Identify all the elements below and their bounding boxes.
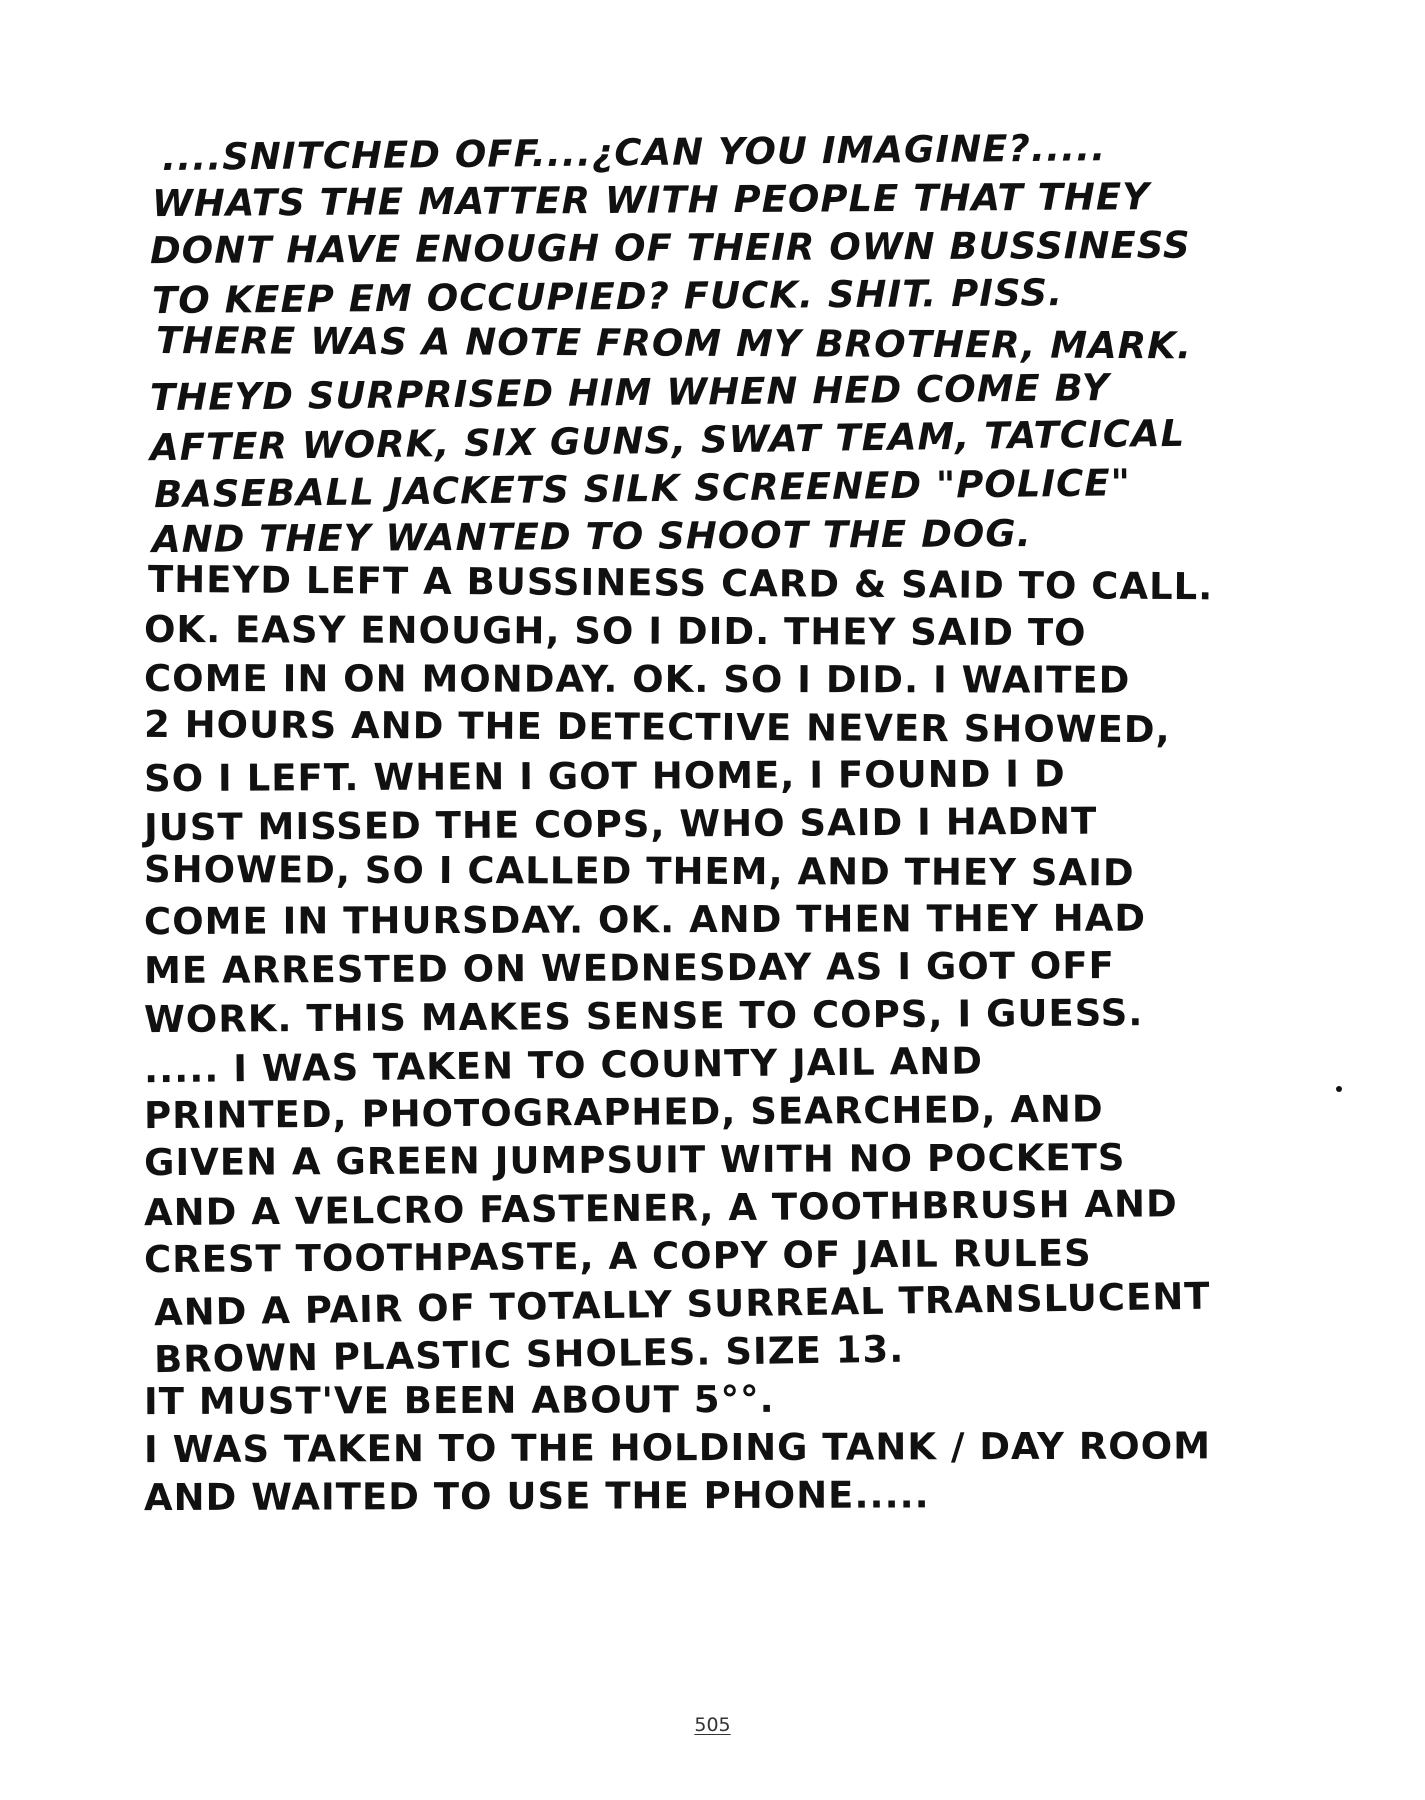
note-line: THERE WAS A NOTE FROM MY BROTHER, MARK. xyxy=(155,318,1193,368)
note-line: BASEBALL JACKETS SILK SCREENED "POLICE" xyxy=(153,461,1132,517)
note-line: THEYD LEFT A BUSSINESS CARD & SAID TO CALL. xyxy=(147,557,1214,609)
note-line: CREST TOOTHPASTE, A COPY OF JAIL RULES xyxy=(143,1231,1092,1282)
note-line: COME IN ON MONDAY. OK. SO I DID. I WAITED xyxy=(143,656,1131,702)
note-line: AND WAITED TO USE THE PHONE..... xyxy=(143,1473,930,1520)
note-line: AND THEY WANTED TO SHOOT THE DOG. xyxy=(151,511,1032,562)
note-line: SO I LEFT. WHEN I GOT HOME, I FOUND I D xyxy=(143,752,1066,801)
note-line: BROWN PLASTIC SHOLES. SIZE 13. xyxy=(153,1327,905,1382)
note-line: AND A PAIR OF TOTALLY SURREAL TRANSLUCENT xyxy=(153,1274,1211,1335)
page-number xyxy=(0,1714,1425,1736)
note-line: THEYD SURPRISED HIM WHEN HED COME BY xyxy=(149,366,1110,420)
page-number-label: 505 xyxy=(694,1714,731,1736)
note-line: 2 HOURS AND THE DETECTIVE NEVER SHOWED, xyxy=(143,702,1171,752)
note-line: PRINTED, PHOTOGRAPHED, SEARCHED, AND xyxy=(143,1087,1104,1138)
note-line: AFTER WORK, SIX GUNS, SWAT TEAM, TATCICAL xyxy=(149,411,1186,470)
ink-dot xyxy=(1336,1086,1342,1092)
note-line: JUST MISSED THE COPS, WHO SAID I HADNT xyxy=(143,799,1098,850)
note-line: OK. EASY ENOUGH, SO I DID. THEY SAID TO xyxy=(143,607,1087,655)
note-line: WORK. THIS MAKES SENSE TO COPS, I GUESS. xyxy=(143,991,1144,1042)
note-line: ....SNITCHED OFF....¿CAN YOU IMAGINE?..... xyxy=(161,126,1107,180)
note-line: I WAS TAKEN TO THE HOLDING TANK / DAY ROOM xyxy=(143,1424,1212,1472)
note-line: WHATS THE MATTER WITH PEOPLE THAT THEY xyxy=(151,175,1151,226)
note-line: IT MUST'VE BEEN ABOUT 5°°. xyxy=(143,1377,775,1424)
note-line: COME IN THURSDAY. OK. AND THEN THEY HAD xyxy=(143,896,1147,944)
note-line: GIVEN A GREEN JUMPSUIT WITH NO POCKETS xyxy=(143,1135,1126,1185)
note-line: AND A VELCRO FASTENER, A TOOTHBRUSH AND xyxy=(143,1182,1178,1235)
note-line: DONT HAVE ENOUGH OF THEIR OWN BUSSINESS xyxy=(149,223,1191,273)
note-line: SHOWED, SO I CALLED THEM, AND THEY SAID xyxy=(143,847,1135,895)
note-line: ..... I WAS TAKEN TO COUNTY JAIL AND xyxy=(143,1039,984,1092)
note-line: TO KEEP EM OCCUPIED? FUCK. SHIT. PISS. xyxy=(151,271,1064,323)
handwritten-note xyxy=(140,128,1340,1520)
note-line: ME ARRESTED ON WEDNESDAY AS I GOT OFF xyxy=(143,944,1115,993)
